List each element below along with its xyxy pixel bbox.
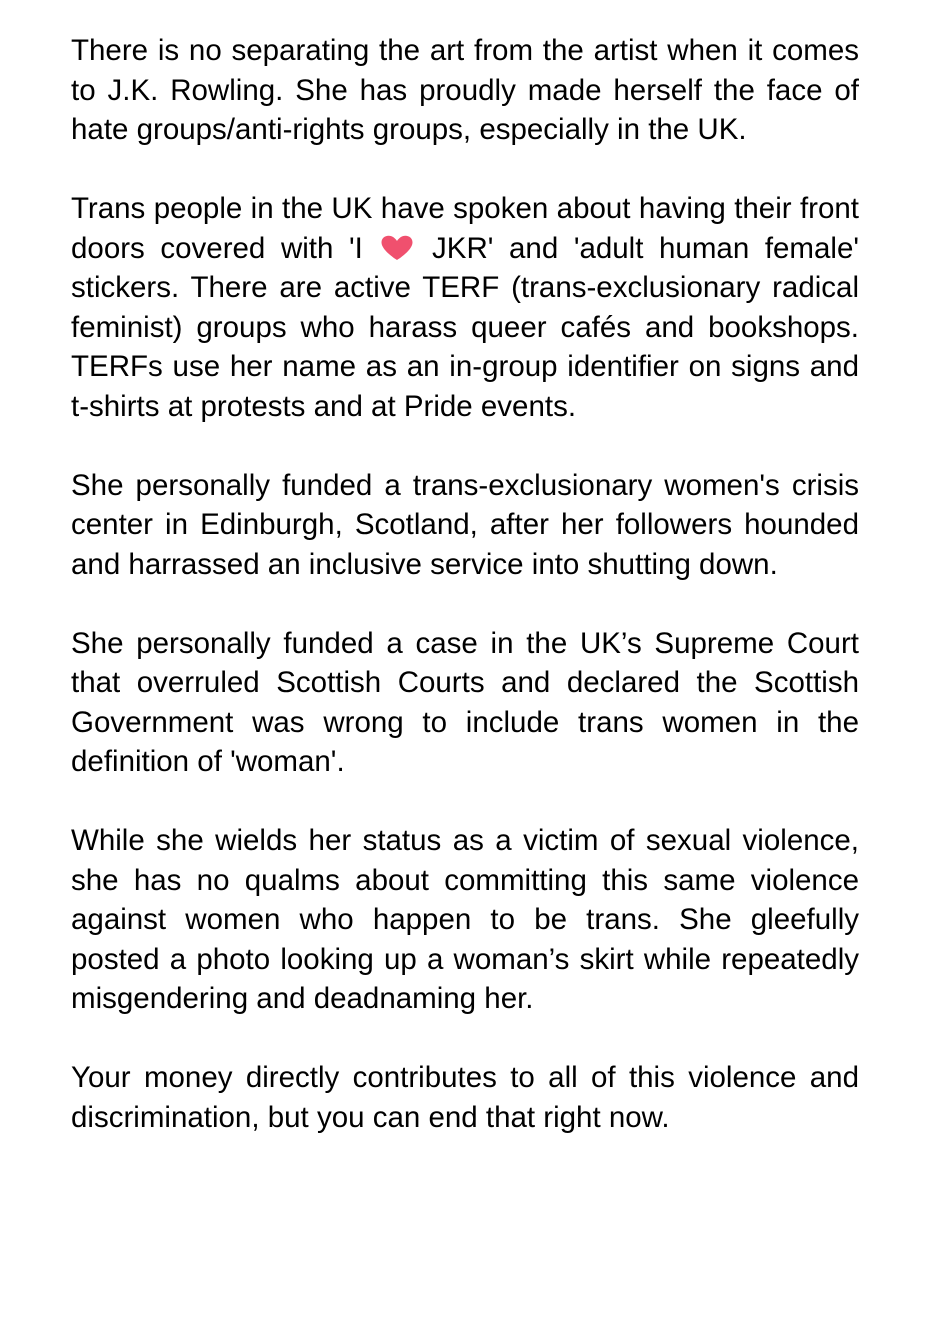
paragraph-violence: While she wields her status as a victim of sexual violence, she has no qualms about committing this same violence against women who happen to be trans. She gleefully posted a photo looking up a woman’s skirt while repeatedly misgendering and deadnaming her. bbox=[71, 824, 859, 1015]
heart-icon bbox=[380, 235, 414, 261]
paragraph-supreme-court: She personally funded a case in the UK’s Supreme Court that overruled Scottish Courts and declared the Scottish Government was wrong to include trans women in the definition of 'woman'. bbox=[71, 626, 859, 778]
paragraph-crisis-center: She personally funded a trans-exclusionary women's crisis center in Edinburgh, Scotland, after her followers hounded and harrassed an inclusive service into shutting down. bbox=[71, 468, 859, 581]
paragraph-harassment bbox=[71, 189, 859, 426]
document-body bbox=[71, 31, 859, 1137]
paragraph-harassment-end: JKR' and 'adult human female' stickers. There are active TERF (trans-exclusionary radical feminist) groups who harass queer cafés and bookshops. TERFs use her name as an in-group identifier on signs and t-shirts at protests and at Pride events. bbox=[71, 231, 860, 423]
paragraph-intro: There is no separating the art from the artist when it comes to J.K. Rowling. She has proudly made herself the face of hate groups/anti-rights groups, especially in the UK. bbox=[71, 34, 859, 146]
paragraph-harassment-start: Trans people in the UK have spoken about having their front doors covered with 'I bbox=[71, 192, 859, 265]
paragraph-conclusion: Your money directly contributes to all of this violence and discrimination, but you can end that right now. bbox=[71, 1061, 859, 1134]
